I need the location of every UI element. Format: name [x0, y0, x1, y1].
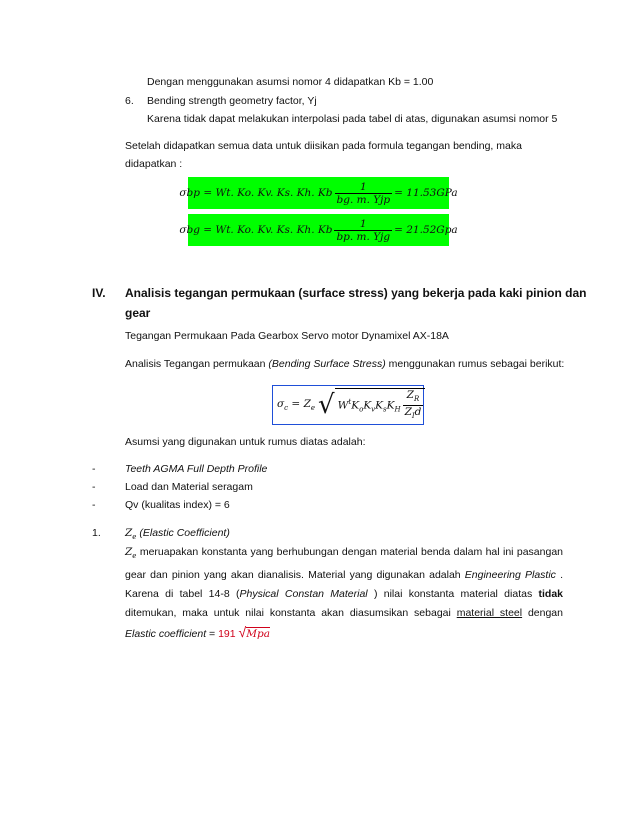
formula-contact-stress	[272, 385, 424, 425]
formula-sigma-bg	[179, 214, 458, 246]
bullet-dash-2: -	[92, 481, 96, 493]
formula-3-numerator: $Z_R$	[406, 388, 420, 403]
setelah-line-1: Setelah didapatkan semua data untuk diisikan pada formula tegangan bending, maka	[125, 140, 522, 152]
formula-2-lhs: σbg = Wt. Ko. Kv. Ks. Kh. Kb	[179, 224, 333, 236]
bullet-text-3: Qv (kualitas index) = 6	[125, 499, 230, 511]
formula-2-fraction	[334, 218, 392, 243]
item-1-text-b: . Karena di tabel 14-8 (	[125, 569, 563, 601]
formula-1-denominator: bg. m. Yjp	[336, 193, 391, 206]
item-1-symbol: $Z_e$	[125, 527, 137, 542]
item-1-heading	[125, 527, 230, 541]
formula-1-rhs: = 11.53GPa	[394, 187, 458, 199]
item-1-text-c: ) nilai konstanta material diatas	[367, 588, 539, 601]
formula-3-fraction	[403, 389, 424, 422]
formula-1-fraction	[335, 181, 393, 206]
bullet-text-1: Teeth AGMA Full Depth Profile	[125, 463, 268, 475]
item-6-text: Karena tidak dapat melakukan interpolasi pada tabel di atas, digunakan asumsi nomor 5	[147, 113, 558, 125]
section-4-title-line-1: Analisis tegangan permukaan (surface stress) yang bekerja pada kaki pinion dan	[125, 286, 587, 300]
asumsi-line: Asumsi yang digunakan untuk rumus diatas adalah:	[125, 436, 366, 448]
item-1-tidak: tidak	[538, 588, 564, 601]
analisis-italic: (Bending Surface Stress)	[268, 358, 386, 370]
sqrt-icon: √	[238, 624, 247, 641]
item-1-text-d: ditemukan, maka untuk nilai konstanta akan diasumsikan sebagai	[125, 607, 457, 620]
item-1-unit: Mpa	[246, 628, 270, 641]
section-4-subtitle: Tegangan Permukaan Pada Gearbox Servo motor Dynamixel AX-18A	[125, 330, 449, 342]
formula-sigma-bp	[179, 177, 458, 209]
section-4-title-line-2: gear	[125, 306, 151, 320]
formula-2-denominator: bp. m. Yjg	[336, 230, 391, 243]
item-6-number: 6.	[125, 95, 134, 107]
analisis-line	[125, 358, 564, 370]
analisis-prefix: Analisis Tegangan permukaan	[125, 358, 269, 370]
formula-2-rhs: = 21.52Gpa	[394, 224, 458, 236]
bullet-dash-1: -	[92, 463, 96, 475]
item-6-title: Bending strength geometry factor, Yj	[147, 95, 317, 107]
sqrt-content	[335, 388, 426, 422]
item-1-paragraph-symbol: $Z_e$	[125, 546, 137, 561]
sqrt-icon: √	[318, 390, 335, 420]
item-1-material: Engineering Plastic	[464, 569, 556, 582]
analisis-suffix: menggunakan rumus sebagai berikut:	[385, 358, 565, 370]
bullet-text-2: Load dan Material seragam	[125, 481, 253, 493]
formula-2-numerator: 1	[359, 217, 367, 230]
item-1-table-name: Physical Constan Material	[239, 588, 368, 601]
kb-assumption-line: Dengan menggunakan asumsi nomor 4 didapatkan Kb = 1.00	[147, 76, 434, 88]
item-1-text-a: meruapakan konstanta yang berhubungan dengan material benda dalam hal ini pasangan gear dan pinion yang akan dianalisis. Material yang digunakan adalah	[125, 546, 563, 582]
item-1-text-f: =	[206, 628, 219, 641]
item-1-value: 191	[218, 628, 236, 641]
item-1-elastic-coefficient: Elastic coefficient	[125, 628, 207, 641]
formula-3-denominator: $Z_Id$	[404, 406, 422, 421]
formula-1-numerator: 1	[359, 180, 367, 193]
formula-3-lhs: $\sigma_c = Z_e$	[277, 397, 316, 413]
item-1-title: (Elastic Coefficient)	[139, 527, 230, 539]
bullet-dash-3: -	[92, 499, 96, 511]
setelah-line-2: didapatkan :	[125, 158, 183, 170]
formula-1-lhs: σbp = Wt. Ko. Kv. Ks. Kh. Kb	[179, 187, 333, 199]
item-1-material-steel: material steel	[456, 607, 523, 620]
item-1-paragraph	[125, 543, 563, 644]
section-4-number: IV.	[92, 286, 106, 300]
item-1-number: 1.	[92, 527, 101, 539]
item-1-text-e: dengan	[522, 607, 563, 620]
formula-3-inner: $W^tK_oK_vK_sK_H$	[337, 397, 401, 414]
